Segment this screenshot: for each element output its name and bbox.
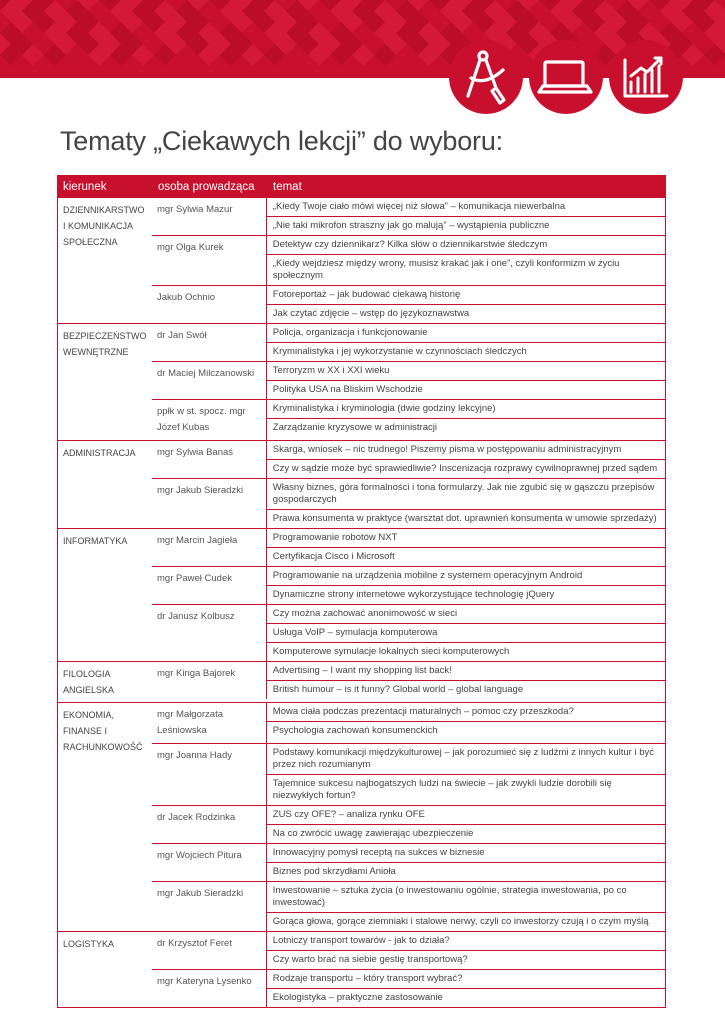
osoba-cell: dr Jacek Rodzinka	[157, 812, 236, 823]
temat-cell: „Kiedy wejdziesz między wrony, musisz krakać jak i one”, czyli konformizm w życiu społecznym	[272, 258, 620, 281]
temat-cell: Usługa VoIP – symulacja komputerowa	[267, 624, 665, 643]
temat-cell: Własny biznes, góra formalności i tona formularzy. Jak nie zgubić się w gąszczu przepisów gospodarczych	[267, 479, 665, 510]
osoba-cell: Jakub Ochnio	[157, 292, 216, 303]
osoba-cell: dr Jan Swół	[157, 330, 207, 341]
person-row	[152, 529, 665, 567]
temat-cell: Programowanie robotów NXT	[267, 529, 665, 548]
person-row	[152, 970, 665, 1007]
compass-icon	[449, 40, 523, 114]
person-row	[152, 703, 665, 744]
header-temat: temat	[273, 180, 302, 193]
osoba-cell: mgr Marcin Jagieła	[157, 535, 238, 546]
topics-column	[266, 605, 665, 661]
growth-chart-icon	[609, 40, 683, 114]
temat-cell: Innowacyjny pomysł receptą na sukces w biznesie	[267, 844, 665, 863]
table-group	[57, 198, 666, 324]
topics-column	[266, 529, 665, 566]
topics-column	[266, 362, 665, 399]
temat-cell: „Kiedy Twoje ciało mówi więcej niż słowa” – komunikacja niewerbalna	[267, 198, 665, 217]
temat-cell: Na co zwrócić uwagę zawierając ubezpieczenie	[272, 828, 474, 839]
osoba-cell: mgr Sylwia Banaś	[157, 447, 234, 458]
topics-column	[266, 662, 665, 699]
temat-cell: Polityka USA na Bliskim Wschodzie	[272, 384, 423, 395]
topics-column	[266, 479, 665, 528]
temat-cell: Dynamiczne strony internetowe wykorzystujące technologię jQuery	[272, 589, 555, 600]
osoba-cell: mgr Kateryna Lysenko	[157, 976, 252, 987]
osoba-cell: dr Krzysztof Feret	[157, 938, 232, 949]
temat-cell: Programowanie na urządzenia mobilne z systemem operacyjnym Android	[267, 567, 665, 586]
persons-column	[152, 662, 665, 702]
osoba-cell: dr Janusz Kolbusz	[157, 611, 235, 622]
topics-column	[266, 970, 665, 1007]
table-body	[57, 198, 666, 1008]
table-group	[57, 441, 666, 529]
table-group	[57, 529, 666, 662]
icon-row	[0, 40, 725, 120]
osoba-cell: dr Maciej Milczanowski	[157, 368, 255, 379]
kierunek-cell: LOGISTYKA	[63, 939, 115, 949]
table-group	[57, 703, 666, 932]
topics-column	[266, 286, 665, 323]
temat-cell: Psychologia zachowań konsumenckich	[272, 725, 438, 736]
temat-cell: British humour – is it funny? Global world – global language	[272, 684, 524, 695]
person-row	[152, 882, 665, 931]
osoba-cell: mgr Olga Kurek	[157, 242, 224, 253]
temat-cell: Biznes pod skrzydłami Anioła	[272, 866, 396, 877]
osoba-cell: ppłk w st. spocz. mgr Józef Kubas	[157, 406, 246, 433]
topics-column	[266, 324, 665, 361]
person-row	[152, 236, 665, 286]
temat-cell: Gorąca głowa, gorące ziemniaki i stalowe nerwy, czyli co inwestorzy czują i o czym myślą	[272, 916, 649, 927]
person-row	[152, 324, 665, 362]
temat-cell: Lotniczy transport towarów - jak to działa?	[267, 932, 665, 951]
temat-cell: Czy w sądzie może być sprawiedliwie? Inscenizacja rozprawy cywilnoprawnej przed sądem	[272, 463, 658, 474]
table-group	[57, 662, 666, 703]
persons-column	[152, 529, 665, 661]
topics-column	[266, 567, 665, 604]
person-row	[152, 605, 665, 661]
temat-cell: Policja, organizacja i funkcjonowanie	[267, 324, 665, 343]
person-row	[152, 567, 665, 605]
osoba-cell: mgr Wojciech Pitura	[157, 850, 242, 861]
table-header	[57, 175, 666, 198]
temat-cell: Czy można zachować anonimowość w sieci	[267, 605, 665, 624]
person-row	[152, 400, 665, 440]
temat-cell: Komputerowe symulacje lokalnych sieci komputerowych	[272, 646, 510, 657]
temat-cell: Advertising – I want my shopping list back!	[267, 662, 665, 681]
temat-cell: Mowa ciała podczas prezentacji maturalnych – pomoc czy przeszkoda?	[267, 703, 665, 722]
kierunek-cell: BEZPIECZEŃSTWO WEWNĘTRZNE	[63, 331, 147, 357]
temat-cell: Jak czytać zdjęcie – wstęp do językoznawstwa	[272, 308, 470, 319]
persons-column	[152, 324, 665, 440]
persons-column	[152, 932, 665, 1007]
temat-cell: Kryminalistyka i kryminologia (dwie godziny lekcyjne)	[267, 400, 665, 419]
person-row	[152, 806, 665, 844]
temat-cell: Zarządzanie kryzysowe w administracji	[272, 422, 437, 433]
topics-column	[266, 932, 665, 969]
temat-cell: Tajemnice sukcesu najbogatszych ludzi na świecie – jak zwykli ludzie dorobili się niezwykłych fortun?	[272, 778, 612, 801]
topics-column	[266, 441, 665, 478]
osoba-cell: mgr Joanna Hady	[157, 750, 232, 761]
person-row	[152, 932, 665, 970]
header-osoba: osoba prowadząca	[158, 180, 255, 193]
temat-cell: „Nie taki mikrofon straszny jak go malują” – wystąpienia publiczne	[272, 220, 550, 231]
header-kierunek: kierunek	[63, 180, 107, 193]
temat-cell: ZUS czy OFE? – analiza rynku OFE	[267, 806, 665, 825]
osoba-cell: mgr Paweł Cudek	[157, 573, 232, 584]
temat-cell: Prawa konsumenta w praktyce (warsztat dot. uprawnień konsumenta w umowie sprzedaży)	[272, 513, 657, 524]
temat-cell: Detektyw czy dziennikarz? Kilka słów o dziennikarstwie śledczym	[267, 236, 665, 255]
temat-cell: Rodzaje transportu – który transport wybrać?	[267, 970, 665, 989]
person-row	[152, 441, 665, 479]
topics-column	[266, 882, 665, 931]
topics-column	[266, 703, 665, 743]
temat-cell: Ekologistyka – praktyczne zastosowanie	[272, 992, 443, 1003]
person-row	[152, 662, 665, 699]
osoba-cell: mgr Kinga Bajorek	[157, 668, 236, 679]
kierunek-cell: FILOLOGIA ANGIELSKA	[63, 669, 115, 695]
topics-column	[266, 400, 665, 440]
topics-column	[266, 844, 665, 881]
osoba-cell: mgr Jakub Sieradzki	[157, 888, 244, 899]
person-row	[152, 844, 665, 882]
page-title: Tematy „Ciekawych lekcji” do wyboru:	[60, 126, 503, 156]
temat-cell: Skarga, wniosek – nic trudnego! Piszemy pisma w postępowaniu administracyjnym	[267, 441, 665, 460]
person-row	[152, 479, 665, 528]
kierunek-cell: EKONOMIA, FINANSE I RACHUNKOWOŚĆ	[63, 710, 143, 752]
temat-cell: Podstawy komunikacji międzykulturowej – jak porozumieć się z ludźmi z innych kultur i być przez nich rozumianym	[267, 744, 665, 775]
kierunek-cell: DZIENNIKARSTWO I KOMUNIKACJA SPOŁECZNA	[63, 205, 145, 247]
table-group	[57, 932, 666, 1008]
osoba-cell: mgr Sylwia Mazur	[157, 204, 233, 215]
osoba-cell: mgr Małgorzata Leśniowska	[157, 709, 223, 736]
temat-cell: Inwestowanie – sztuka życia (o inwestowaniu ogólnie, strategia inwestowania, po co inwestować)	[267, 882, 665, 913]
temat-cell: Kryminalistyka i jej wykorzystanie w czynnościach śledczych	[272, 346, 527, 357]
topics-column	[266, 198, 665, 235]
persons-column	[152, 703, 665, 931]
topics-column	[266, 744, 665, 805]
person-row	[152, 744, 665, 806]
osoba-cell: mgr Jakub Sieradzki	[157, 485, 244, 496]
table-group	[57, 324, 666, 441]
topics-column	[266, 236, 665, 285]
topics-table	[57, 175, 666, 1008]
persons-column	[152, 198, 665, 323]
person-row	[152, 286, 665, 323]
temat-cell: Fotoreportaż – jak budować ciekawą historię	[267, 286, 665, 305]
kierunek-cell: ADMINISTRACJA	[63, 448, 136, 458]
temat-cell: Terroryzm w XX i XXI wieku	[267, 362, 665, 381]
kierunek-cell: INFORMATYKA	[63, 536, 128, 546]
temat-cell: Czy warto brać na siebie gestię transportową?	[272, 954, 468, 965]
person-row	[152, 198, 665, 236]
laptop-icon	[529, 40, 603, 114]
topics-column	[266, 806, 665, 843]
temat-cell: Certyfikacja Cisco i Microsoft	[272, 551, 395, 562]
persons-column	[152, 441, 665, 528]
person-row	[152, 362, 665, 400]
